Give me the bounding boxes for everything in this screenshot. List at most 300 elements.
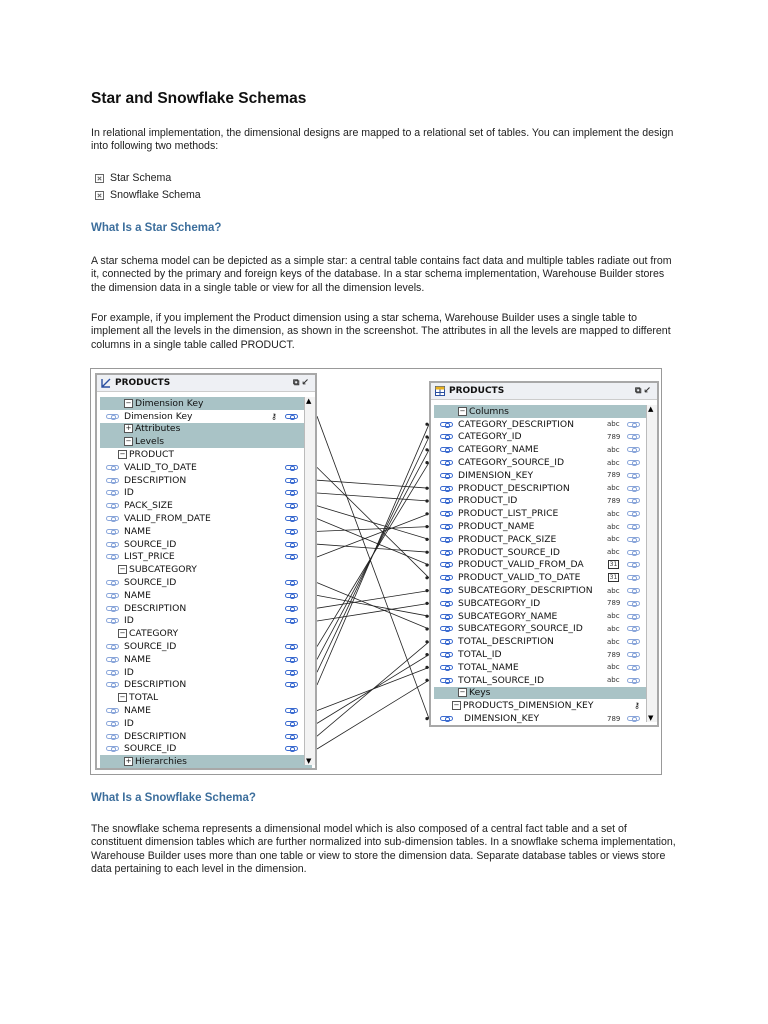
row-label: ID	[124, 666, 134, 678]
row-label: CATEGORY_SOURCE_ID	[458, 457, 565, 469]
dimension-tree-row[interactable]	[100, 691, 312, 704]
table-columns-tree	[434, 405, 654, 725]
number-type-icon: 789	[607, 599, 621, 608]
dimension-tree-row[interactable]	[100, 474, 312, 487]
link-icon	[106, 490, 119, 495]
row-link-cell	[434, 537, 458, 542]
table-tree-row[interactable]	[434, 469, 654, 482]
link-icon	[627, 588, 640, 593]
row-label: LIST_PRICE	[124, 551, 175, 563]
row-indicators	[607, 523, 640, 531]
table-tree-row[interactable]	[434, 533, 654, 546]
row-indicators	[271, 412, 298, 421]
table-tree-row[interactable]	[434, 495, 654, 508]
row-link-cell	[100, 516, 124, 521]
link-icon	[440, 652, 453, 657]
row-label: DESCRIPTION	[124, 730, 187, 742]
key-icon: ⚷	[634, 701, 640, 711]
table-tree-row[interactable]	[434, 674, 654, 687]
row-link-cell	[434, 575, 458, 580]
row-label: DIMENSION_KEY	[464, 713, 540, 725]
dimension-tree-row[interactable]	[100, 461, 312, 474]
link-icon	[106, 414, 119, 419]
text-type-icon: abc	[607, 535, 620, 544]
row-label: CATEGORY	[129, 628, 179, 640]
row-label: Dimension Key	[124, 410, 193, 422]
table-tree-row[interactable]	[434, 687, 654, 700]
row-indicators	[285, 516, 298, 521]
link-icon	[106, 580, 119, 585]
table-tree-row[interactable]	[434, 559, 654, 572]
dimension-tree-row[interactable]	[100, 653, 312, 666]
text-type-icon: abc	[607, 484, 620, 493]
mapping-line	[317, 514, 429, 557]
row-link-cell	[434, 678, 458, 683]
dimension-tree-row[interactable]	[100, 551, 312, 564]
table-products-window	[429, 381, 659, 727]
row-link-cell	[100, 670, 124, 675]
table-tree-row[interactable]	[434, 584, 654, 597]
row-indicators	[285, 554, 298, 559]
date-type-icon: 31	[609, 561, 618, 569]
row-indicators	[607, 638, 640, 646]
link-icon	[106, 746, 119, 751]
link-icon	[627, 614, 640, 619]
link-icon	[285, 657, 298, 662]
link-icon	[285, 554, 298, 559]
row-label: SUBCATEGORY_DESCRIPTION	[458, 585, 593, 597]
dimension-tree-row[interactable]	[100, 730, 312, 743]
row-link-cell	[434, 434, 458, 439]
row-link-cell	[434, 652, 458, 657]
window-controls-icon[interactable]: ⧉↙	[635, 386, 653, 396]
row-indicators	[285, 682, 298, 687]
intro-paragraph: In relational implementation, the dimensional designs are mapped to a relational set of tables. You can implement the design into following two methods:	[91, 127, 674, 153]
collapse-icon[interactable]: −	[125, 437, 132, 446]
row-indicators	[285, 593, 298, 598]
dimension-tree-row[interactable]	[100, 704, 312, 717]
row-label: TOTAL	[129, 692, 159, 704]
link-icon	[106, 554, 119, 559]
link-icon	[285, 490, 298, 495]
table-tree-row[interactable]	[434, 456, 654, 469]
table-window-title-text: PRODUCTS	[449, 386, 505, 396]
link-icon	[440, 511, 453, 516]
link-icon	[106, 682, 119, 687]
row-indicators	[607, 612, 640, 620]
row-link-cell	[434, 486, 458, 491]
row-link-cell	[100, 414, 124, 419]
star-schema-screenshot	[90, 368, 662, 775]
collapse-icon[interactable]: −	[453, 701, 460, 710]
row-link-cell	[434, 614, 458, 619]
row-indicators	[607, 587, 640, 595]
link-icon	[285, 682, 298, 687]
table-tree-row[interactable]	[434, 635, 654, 648]
link-icon	[440, 716, 453, 721]
row-link-cell	[100, 580, 124, 585]
row-label: VALID_FROM_DATE	[124, 513, 211, 525]
mapping-line	[317, 424, 429, 685]
table-icon	[435, 386, 445, 396]
link-icon	[440, 575, 453, 580]
table-tree-row[interactable]	[434, 571, 654, 584]
dimension-tree-row[interactable]	[100, 755, 312, 768]
row-indicators	[285, 542, 298, 547]
link-icon	[627, 626, 640, 631]
link-icon	[285, 618, 298, 623]
dimension-tree-row[interactable]	[100, 525, 312, 538]
collapse-icon[interactable]: −	[459, 688, 466, 697]
row-link-cell	[100, 606, 124, 611]
row-link-cell	[100, 644, 124, 649]
table-tree-row[interactable]	[434, 405, 654, 418]
table-tree-row[interactable]	[434, 699, 654, 712]
link-icon	[440, 614, 453, 619]
dimension-tree-row[interactable]	[100, 499, 312, 512]
row-indicators	[607, 715, 640, 723]
row-indicators	[607, 599, 640, 607]
number-type-icon: 789	[607, 714, 621, 723]
collapse-icon[interactable]: −	[119, 693, 126, 702]
number-type-icon: 789	[607, 471, 621, 480]
window-controls-icon[interactable]: ⧉↙	[293, 378, 311, 388]
dimension-tree-row[interactable]	[100, 666, 312, 679]
row-indicators	[607, 676, 640, 684]
link-icon	[627, 601, 640, 606]
dimension-window-title-text: PRODUCTS	[115, 378, 171, 388]
table-tree-row[interactable]	[434, 431, 654, 444]
link-icon	[285, 516, 298, 521]
row-indicators	[285, 721, 298, 726]
row-link-cell	[434, 665, 458, 670]
table-tree-row[interactable]	[434, 482, 654, 495]
dimension-window-title	[97, 375, 315, 392]
link-icon	[627, 498, 640, 503]
row-label: NAME	[124, 589, 151, 601]
link-icon	[106, 529, 119, 534]
row-label: PRODUCT_ID	[458, 495, 518, 507]
row-indicators	[607, 446, 640, 454]
bullet-box-icon	[95, 191, 104, 200]
row-label: PRODUCTS_DIMENSION_KEY	[463, 700, 594, 712]
row-indicators	[285, 580, 298, 585]
row-link-cell	[100, 529, 124, 534]
dimension-icon	[101, 378, 111, 388]
table-tree-row[interactable]	[434, 443, 654, 456]
row-label: PRODUCT_NAME	[458, 521, 535, 533]
row-label: TOTAL_NAME	[458, 661, 519, 673]
row-link-cell	[434, 511, 458, 516]
link-icon	[627, 447, 640, 452]
row-label: SUBCATEGORY_NAME	[458, 610, 558, 622]
row-label: CATEGORY_NAME	[458, 444, 539, 456]
row-link-cell	[434, 626, 458, 631]
row-label: PRODUCT_VALID_FROM_DA	[458, 559, 584, 571]
link-icon	[285, 593, 298, 598]
row-label: CATEGORY_ID	[458, 431, 522, 443]
text-type-icon: abc	[607, 420, 620, 429]
link-icon	[285, 734, 298, 739]
link-icon	[440, 498, 453, 503]
scroll-down-icon[interactable]: ▼	[306, 757, 312, 765]
page-title: Star and Snowflake Schemas	[91, 90, 307, 107]
table-tree-row[interactable]	[434, 597, 654, 610]
link-icon	[627, 473, 640, 478]
row-label: ID	[124, 615, 134, 627]
link-icon	[440, 678, 453, 683]
collapse-icon[interactable]: −	[119, 629, 126, 638]
row-label: ID	[124, 717, 134, 729]
row-link-cell	[434, 447, 458, 452]
dimension-tree-row[interactable]	[100, 410, 312, 423]
key-icon: ⚷	[271, 411, 277, 421]
link-icon	[106, 516, 119, 521]
text-type-icon: abc	[607, 522, 620, 531]
snowflake-schema-heading: What Is a Snowflake Schema?	[91, 792, 256, 804]
row-label: PRODUCT_LIST_PRICE	[458, 508, 559, 520]
dimension-scrollbar[interactable]	[304, 397, 315, 765]
row-link-cell	[434, 716, 458, 721]
row-label: NAME	[124, 653, 151, 665]
text-type-icon: abc	[607, 586, 620, 595]
row-label: VALID_TO_DATE	[124, 461, 197, 473]
row-indicators	[607, 471, 640, 479]
dimension-tree-row[interactable]	[100, 743, 312, 756]
table-window-title	[431, 383, 657, 400]
row-link-cell	[434, 524, 458, 529]
link-icon	[106, 657, 119, 662]
row-label: SOURCE_ID	[124, 577, 177, 589]
link-icon	[440, 434, 453, 439]
row-label: DIMENSION_KEY	[458, 469, 534, 481]
mapping-line	[317, 519, 429, 565]
link-icon	[627, 434, 640, 439]
link-icon	[440, 422, 453, 427]
mapping-line	[317, 544, 429, 552]
star-schema-paragraph-2: For example, if you implement the Product dimension using a star schema, Warehouse Builder uses a single table to implement all the levels in the dimension, as shown in the screenshot. The attributes in all the levels are mapped to different columns in a single table called PRODUCT.	[91, 312, 671, 351]
link-icon	[627, 524, 640, 529]
row-indicators	[285, 478, 298, 483]
row-label: DESCRIPTION	[124, 602, 187, 614]
dimension-products-window	[95, 373, 317, 770]
row-label: PACK_SIZE	[124, 500, 173, 512]
dimension-tree-row[interactable]	[100, 487, 312, 500]
mapping-line	[317, 527, 429, 532]
link-icon	[627, 652, 640, 657]
row-link-cell	[100, 721, 124, 726]
scroll-down-icon[interactable]: ▼	[648, 714, 654, 722]
expand-icon[interactable]: +	[125, 757, 132, 766]
link-icon	[627, 639, 640, 644]
table-tree-row[interactable]	[434, 610, 654, 623]
link-icon	[285, 606, 298, 611]
row-label: Hierarchies	[135, 756, 187, 768]
dimension-tree-row[interactable]	[100, 435, 312, 448]
row-link-cell	[100, 478, 124, 483]
scroll-up-icon[interactable]: ▲	[306, 397, 312, 405]
row-indicators	[607, 625, 640, 633]
dimension-tree-row[interactable]	[100, 448, 312, 461]
link-icon	[106, 618, 119, 623]
link-icon	[106, 542, 119, 547]
link-icon	[285, 503, 298, 508]
link-icon	[440, 486, 453, 491]
row-indicators	[285, 746, 298, 751]
dimension-tree-row[interactable]	[100, 423, 312, 436]
mapping-line	[317, 680, 429, 749]
link-icon	[285, 478, 298, 483]
row-link-cell	[100, 503, 124, 508]
dimension-tree-row[interactable]	[100, 563, 312, 576]
table-tree-row[interactable]	[434, 623, 654, 636]
link-icon	[627, 678, 640, 683]
row-indicators	[608, 573, 640, 582]
dimension-tree-row[interactable]	[100, 679, 312, 692]
dimension-tree-row[interactable]	[100, 512, 312, 525]
collapse-icon[interactable]: −	[119, 450, 126, 459]
link-icon	[440, 588, 453, 593]
row-indicators	[285, 529, 298, 534]
link-icon	[285, 708, 298, 713]
dimension-tree-row[interactable]	[100, 538, 312, 551]
star-schema-paragraph-1: A star schema model can be depicted as a simple star: a central table contains fact data and multiple tables radiate out from it, connected by the primary and foreign keys of the database. In a star schema implementation, Warehouse Builder stores the dimension data in a single table or view for all the dimension levels.	[91, 255, 672, 294]
row-indicators	[607, 459, 640, 467]
row-indicators	[285, 618, 298, 623]
text-type-icon: abc	[607, 458, 620, 467]
dimension-tree-row[interactable]	[100, 615, 312, 628]
row-link-cell	[100, 734, 124, 739]
mapping-line	[317, 493, 429, 501]
link-icon	[106, 465, 119, 470]
number-type-icon: 789	[607, 650, 621, 659]
table-tree-row[interactable]	[434, 661, 654, 674]
row-link-cell	[434, 588, 458, 593]
dimension-tree-row[interactable]	[100, 576, 312, 589]
row-label: SOURCE_ID	[124, 743, 177, 755]
row-link-cell	[100, 682, 124, 687]
link-icon	[627, 716, 640, 721]
row-link-cell	[434, 473, 458, 478]
collapse-icon[interactable]: −	[125, 398, 132, 407]
table-tree-row[interactable]	[434, 520, 654, 533]
collapse-icon[interactable]: −	[459, 406, 466, 415]
date-type-icon: 31	[609, 574, 618, 582]
expand-icon[interactable]: +	[125, 424, 132, 433]
row-link-cell	[100, 593, 124, 598]
table-tree-row[interactable]	[434, 712, 654, 725]
link-icon	[627, 511, 640, 516]
row-label: TOTAL_ID	[458, 649, 502, 661]
link-icon	[285, 644, 298, 649]
dimension-tree-row[interactable]	[100, 589, 312, 602]
bullet-label: Star Schema	[110, 172, 172, 184]
snowflake-schema-paragraph: The snowflake schema represents a dimensional model which is also composed of a central fact table and a set of constituent dimension tables which are further normalized into sub-dimension tables. In a snowflake schema implementation, Warehouse Builder uses more than one table or view to store the dimension data. Separate database tables or views store data pertaining to each level in the dimension.	[91, 823, 676, 875]
table-tree-row[interactable]	[434, 507, 654, 520]
link-icon	[106, 593, 119, 598]
row-label: Dimension Key	[135, 397, 204, 409]
link-icon	[627, 460, 640, 465]
row-label: CATEGORY_DESCRIPTION	[458, 418, 574, 430]
row-label: PRODUCT	[129, 449, 174, 461]
link-icon	[627, 665, 640, 670]
dimension-tree-row[interactable]	[100, 640, 312, 653]
link-icon	[285, 721, 298, 726]
bullet-snowflake-schema	[95, 189, 201, 201]
row-label: ID	[124, 487, 134, 499]
row-label: PRODUCT_DESCRIPTION	[458, 482, 570, 494]
row-link-cell	[100, 746, 124, 751]
row-indicators	[634, 701, 640, 710]
row-indicators	[285, 503, 298, 508]
link-icon	[440, 550, 453, 555]
dimension-tree-row[interactable]	[100, 627, 312, 640]
link-icon	[627, 575, 640, 580]
link-icon	[106, 503, 119, 508]
link-icon	[627, 562, 640, 567]
row-label: DESCRIPTION	[124, 474, 187, 486]
row-label: PRODUCT_SOURCE_ID	[458, 546, 560, 558]
bullet-star-schema	[95, 172, 171, 184]
row-label: SUBCATEGORY	[129, 564, 197, 576]
row-link-cell	[100, 554, 124, 559]
row-indicators	[608, 560, 640, 569]
table-tree-row[interactable]	[434, 418, 654, 431]
scroll-up-icon[interactable]: ▲	[648, 405, 654, 413]
link-icon	[285, 746, 298, 751]
text-type-icon: abc	[607, 445, 620, 454]
row-indicators	[285, 708, 298, 713]
mapping-line	[317, 506, 429, 540]
row-indicators	[285, 657, 298, 662]
link-icon	[106, 644, 119, 649]
link-icon	[440, 601, 453, 606]
dimension-tree-row[interactable]	[100, 602, 312, 615]
text-type-icon: abc	[607, 509, 620, 518]
link-icon	[440, 665, 453, 670]
row-link-cell	[100, 708, 124, 713]
row-link-cell	[434, 562, 458, 567]
table-scrollbar[interactable]	[646, 405, 657, 722]
row-label: PRODUCT_PACK_SIZE	[458, 533, 557, 545]
mapping-line	[317, 416, 429, 718]
dimension-tree-row[interactable]	[100, 397, 312, 410]
row-link-cell	[100, 657, 124, 662]
row-link-cell	[100, 542, 124, 547]
row-label: PRODUCT_VALID_TO_DATE	[458, 572, 581, 584]
row-link-cell	[100, 490, 124, 495]
row-link-cell	[434, 498, 458, 503]
bullet-label: Snowflake Schema	[110, 189, 201, 201]
row-label: SOURCE_ID	[124, 641, 177, 653]
mapping-line	[317, 642, 429, 736]
text-type-icon: abc	[607, 663, 620, 672]
collapse-icon[interactable]: −	[119, 565, 126, 574]
row-link-cell	[434, 601, 458, 606]
table-tree-row[interactable]	[434, 546, 654, 559]
link-icon	[285, 529, 298, 534]
link-icon	[106, 606, 119, 611]
text-type-icon: abc	[607, 612, 620, 621]
row-indicators	[285, 670, 298, 675]
row-label: SUBCATEGORY_SOURCE_ID	[458, 623, 583, 635]
row-indicators	[285, 490, 298, 495]
row-label: Columns	[469, 405, 509, 417]
dimension-tree-row[interactable]	[100, 717, 312, 730]
table-tree-row[interactable]	[434, 648, 654, 661]
star-schema-heading: What Is a Star Schema?	[91, 222, 222, 234]
link-icon	[627, 550, 640, 555]
